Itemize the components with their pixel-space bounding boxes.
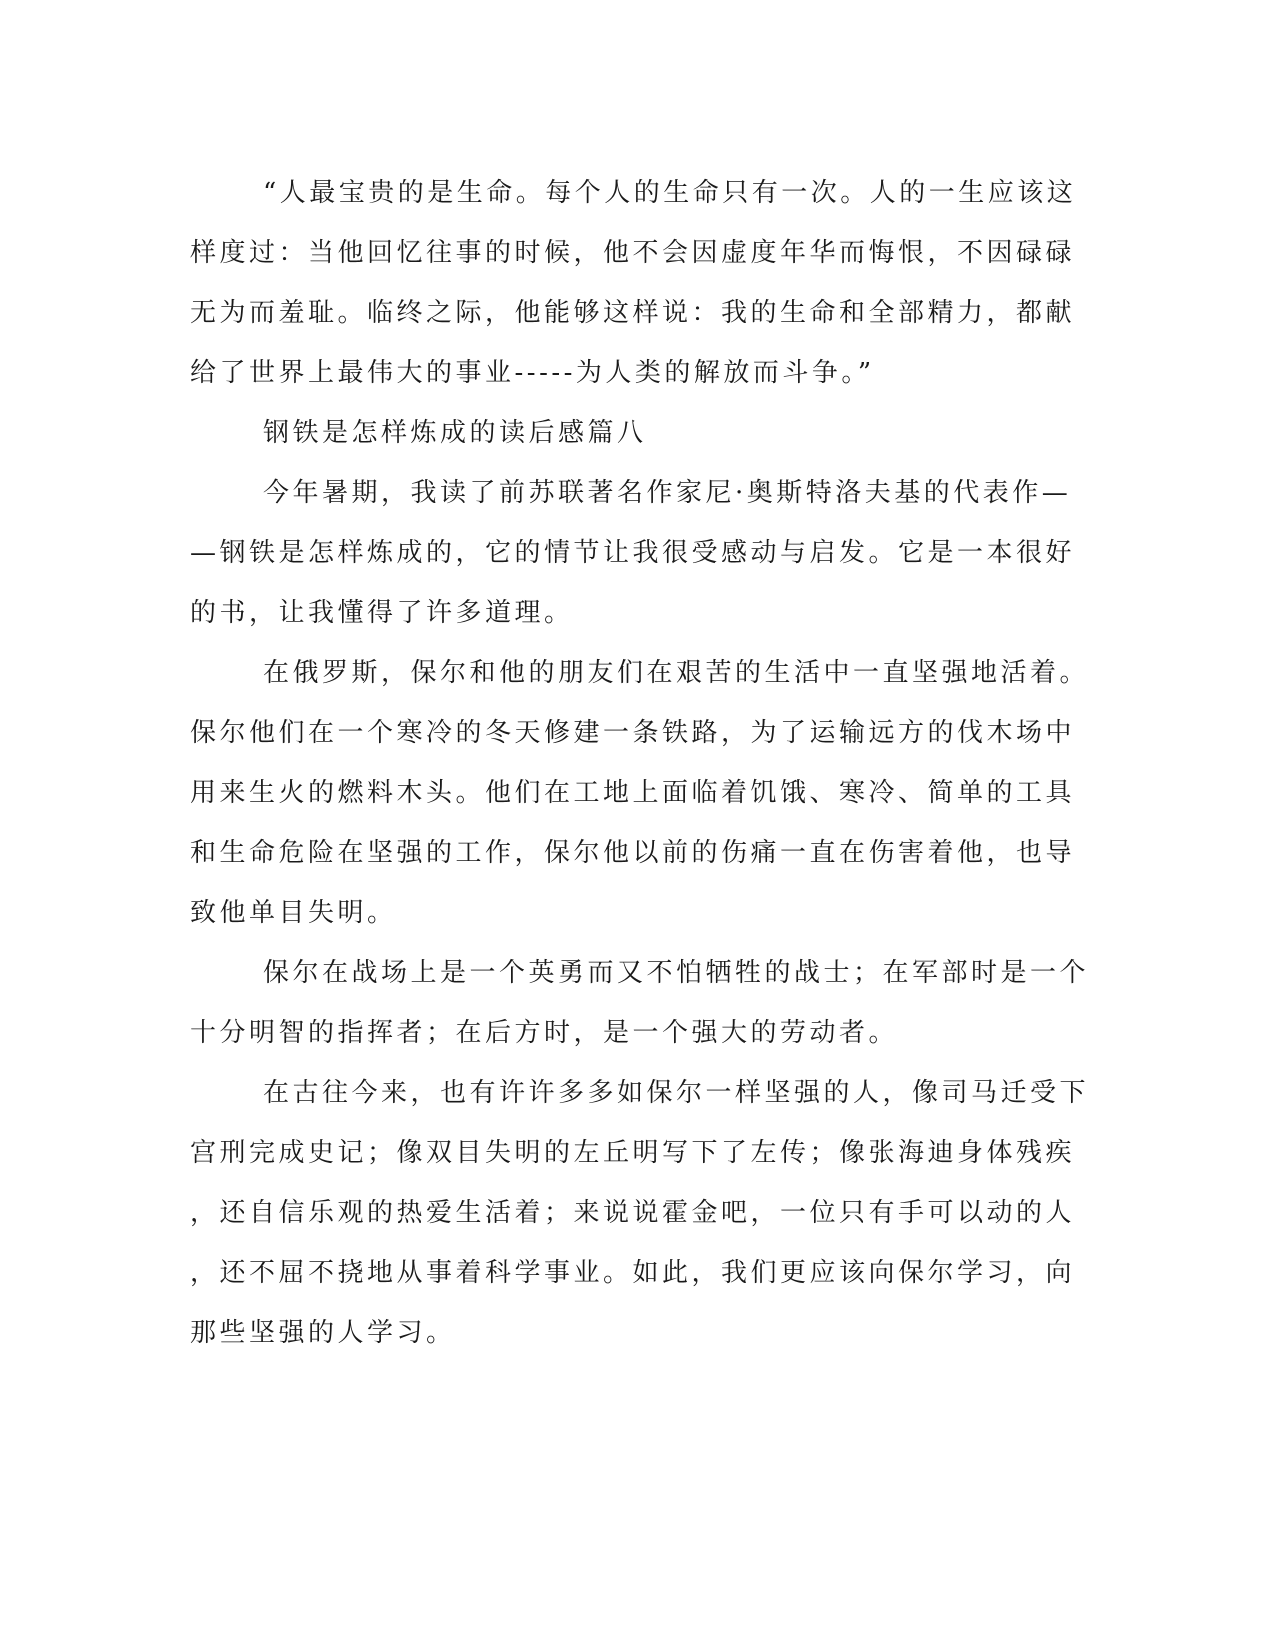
paragraph-line: 在俄罗斯，保尔和他的朋友们在艰苦的生活中一直坚强地活着。 xyxy=(263,658,1090,688)
quote-paragraph xyxy=(190,163,1080,403)
paragraph-line: ，还自信乐观的热爱生活着；来说说霍金吧，一位只有手可以动的人 xyxy=(190,1198,1076,1228)
paragraph-3 xyxy=(190,943,1090,1063)
paragraph-line: 十分明智的指挥者；在后方时，是一个强大的劳动者。 xyxy=(190,1018,899,1048)
paragraph-line: 保尔他们在一个寒冷的冬天修建一条铁路，为了运输远方的伐木场中 xyxy=(190,718,1076,748)
quote-line: 样度过：当他回忆往事的时候，他不会因虚度年华而悔恨，不因碌碌 xyxy=(190,238,1076,268)
paragraph-line: 保尔在战场上是一个英勇而又不怕牺牲的战士；在军部时是一个 xyxy=(263,958,1090,988)
paragraph-line: 用来生火的燃料木头。他们在工地上面临着饥饿、寒冷、简单的工具 xyxy=(190,778,1076,808)
paragraph-2 xyxy=(190,643,1090,943)
paragraph-line: 今年暑期，我读了前苏联著名作家尼·奥斯特洛夫基的代表作— xyxy=(263,478,1072,508)
paragraph-line: —钢铁是怎样炼成的，它的情节让我很受感动与启发。它是一本很好 xyxy=(190,538,1076,568)
paragraph-line: 和生命危险在坚强的工作，保尔他以前的伤痛一直在伤害着他，也导 xyxy=(190,838,1076,868)
document-body xyxy=(190,163,1090,1363)
section-heading: 钢铁是怎样炼成的读后感篇八 xyxy=(263,418,647,448)
paragraph-line: 致他单目失明。 xyxy=(190,898,397,928)
paragraph-line: ，还不屈不挠地从事着科学事业。如此，我们更应该向保尔学习，向 xyxy=(190,1258,1076,1288)
paragraph-1 xyxy=(190,463,1080,643)
quote-line: 无为而羞耻。临终之际，他能够这样说：我的生命和全部精力，都献 xyxy=(190,298,1076,328)
paragraph-line: 的书，让我懂得了许多道理。 xyxy=(190,598,574,628)
quote-line: “人最宝贵的是生命。每个人的生命只有一次。人的一生应该这 xyxy=(263,178,1077,208)
paragraph-4 xyxy=(190,1063,1090,1363)
paragraph-line: 在古往今来，也有许许多多如保尔一样坚强的人，像司马迁受下 xyxy=(263,1078,1090,1108)
paragraph-line: 那些坚强的人学习。 xyxy=(190,1318,456,1348)
paragraph-line: 宫刑完成史记；像双目失明的左丘明写下了左传；像张海迪身体残疾 xyxy=(190,1138,1076,1168)
quote-line: 给了世界上最伟大的事业-----为人类的解放而斗争。” xyxy=(190,358,875,388)
